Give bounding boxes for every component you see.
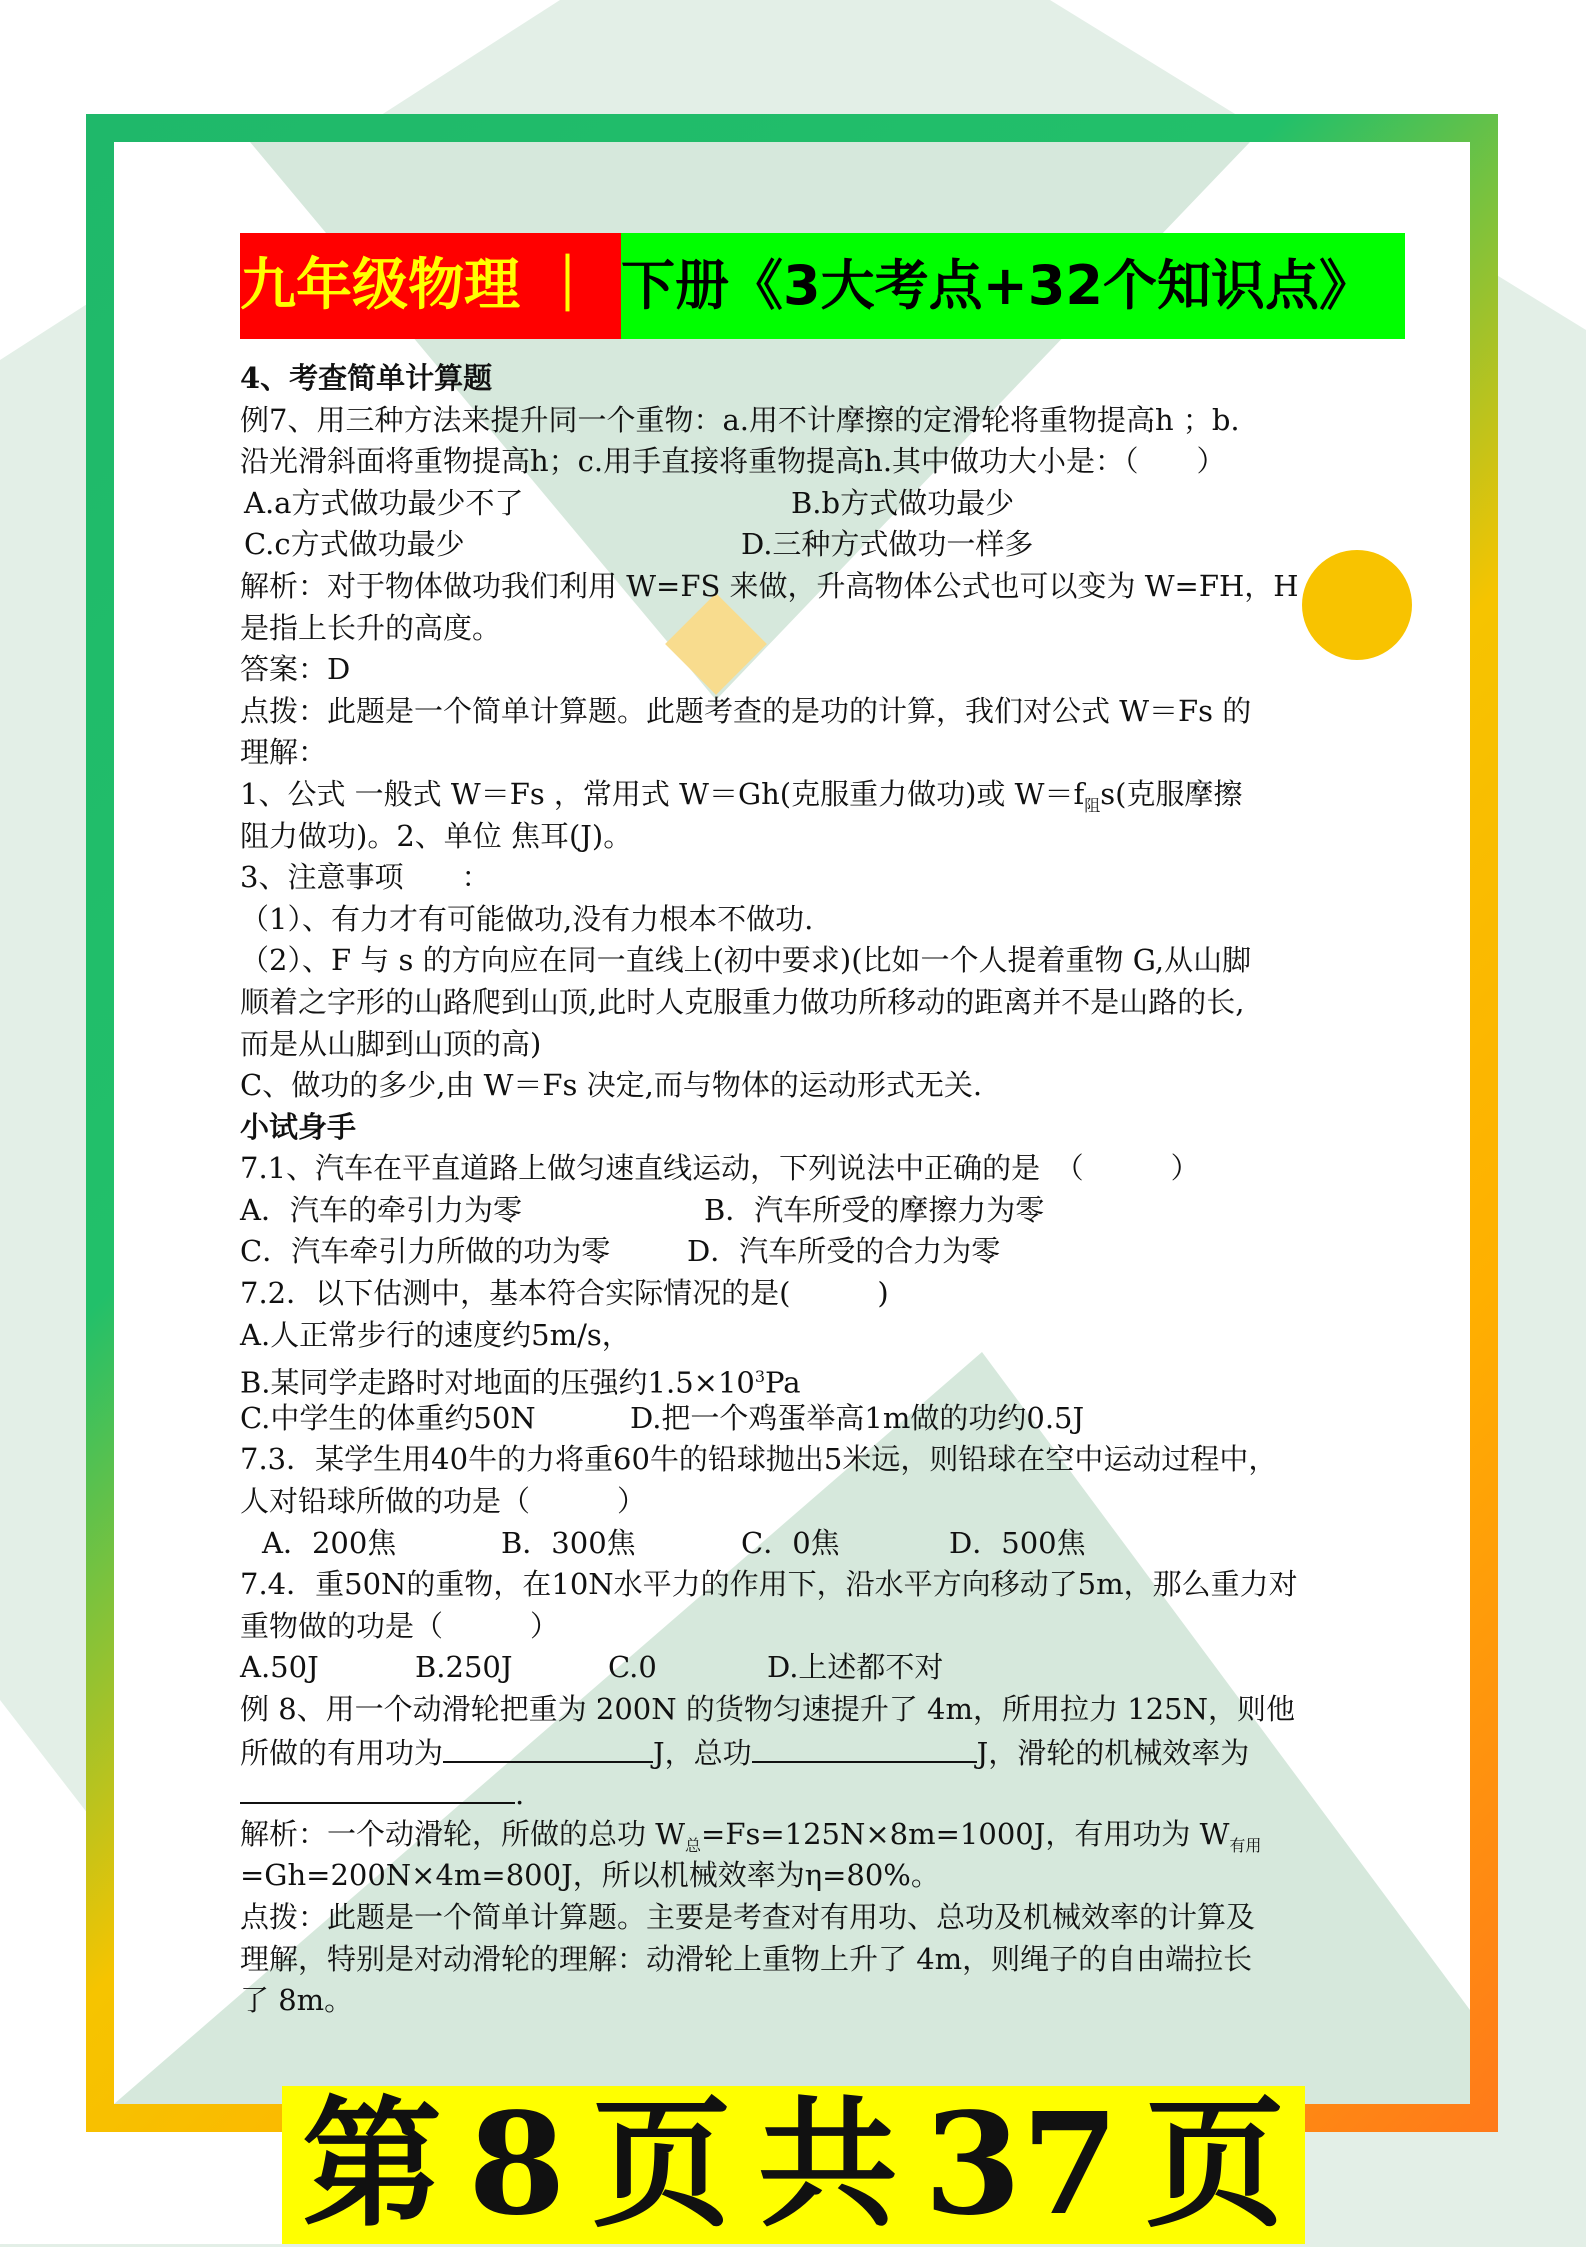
text-line: （2）、F 与 s 的方向应在同一直线上(初中要求)(比如一个人提着重物 G,从山脚	[240, 943, 1252, 978]
option-b-text: B.某同学走路时对地面的压强约1.5×10	[240, 1365, 755, 1400]
footer-word: 第	[302, 2083, 443, 2247]
text-line: 例7、用三种方法来提升同一个重物：a.用不计摩擦的定滑轮将重物提高h ；b.	[240, 402, 1240, 437]
options-line	[240, 483, 1360, 525]
text-line	[240, 1814, 1360, 1856]
superscript: 3	[754, 1367, 766, 1387]
text-line	[240, 1772, 1360, 1814]
text-segment: 所做的有用功为	[240, 1735, 444, 1770]
current-page: 8	[468, 2083, 566, 2247]
text-segment: J，滑轮的机械效率为	[976, 1735, 1250, 1770]
answer-blank	[752, 1731, 977, 1763]
formula-text-end: s(克服摩擦	[1100, 776, 1243, 811]
option-a: A.人正常步行的速度约5m/s，	[240, 1317, 631, 1352]
option-d: D．汽车所受的合力为零	[687, 1234, 1001, 1269]
options-line	[240, 1647, 1360, 1689]
text-line: 是指上长升的高度。	[240, 610, 502, 645]
option-c: C.c方式做功最少	[244, 527, 465, 562]
question-7-1: 7.1、汽车在平直道路上做匀速直线运动，下列说法中正确的是 （ ）	[240, 1151, 1200, 1186]
option-d: D.上述都不对	[767, 1650, 944, 1685]
text-line	[240, 1731, 1360, 1773]
answer-line: 答案：D	[240, 652, 351, 687]
options-line	[240, 1523, 1360, 1565]
text-line: （1）、有力才有可能做功,没有力根本不做功.	[240, 901, 814, 936]
option-b	[240, 1356, 1360, 1398]
text-line: 重物做的功是（ ）	[240, 1608, 560, 1643]
option-b-unit: Pa	[765, 1365, 801, 1400]
footer-word: 页	[591, 2083, 732, 2247]
example-8: 例 8、用一个动滑轮把重为 200N 的货物匀速提升了 4m，所用拉力 125N，则他	[240, 1692, 1295, 1726]
text-line: 了 8m。	[240, 1983, 354, 2018]
option-a: A．汽车的牵引力为零	[240, 1192, 522, 1227]
option-b: B.b方式做功最少	[791, 485, 1015, 520]
options-line	[240, 1398, 1360, 1440]
text-line: 3、注意事项 ：	[240, 860, 491, 895]
options-line	[240, 1231, 1360, 1273]
option-a: A.a方式做功最少不了	[244, 485, 524, 520]
option-a: A.50J	[240, 1650, 319, 1685]
option-c: C.中学生的体重约50N	[240, 1400, 536, 1435]
text-segment: .	[515, 1777, 525, 1812]
subscript: 总	[685, 1835, 702, 1855]
text-segment: =Fs=125N×8m=1000J，有用功为 W	[701, 1816, 1230, 1851]
options-line	[240, 524, 1360, 566]
formula-text: 1、公式 一般式 W＝Fs ，常用式 W＝Gh(克服重力做功)或 W＝f	[240, 776, 1085, 811]
options-line	[240, 1190, 1360, 1232]
text-line: 顺着之字形的山路爬到山顶,此时人克服重力做功所移动的距离并不是山路的长,	[240, 984, 1245, 1019]
text-segment: J，总功	[653, 1735, 752, 1770]
text-line: 理解：	[240, 735, 328, 770]
text-line: 沿光滑斜面将重物提高h；c.用手直接将重物提高h.其中做功大小是：（ ）	[240, 444, 1226, 479]
footer-word: 共	[757, 2083, 898, 2247]
option-d: D.把一个鸡蛋举高1m做的功约0.5J	[630, 1400, 1085, 1435]
text-line: 点拨：此题是一个简单计算题。此题考查的是功的计算，我们对公式 W＝Fs 的	[240, 693, 1252, 728]
option-d: D.三种方式做功一样多	[741, 527, 1034, 562]
option-d: D．500焦	[949, 1525, 1086, 1560]
section-heading: 4、考查简单计算题	[240, 361, 493, 395]
text-segment: 解析：一个动滑轮，所做的总功 W	[240, 1816, 686, 1851]
text-line: C、做功的多少,由 W＝Fs 决定,而与物体的运动形式无关.	[240, 1068, 983, 1103]
answer-blank	[443, 1731, 653, 1763]
subscript: 阻	[1084, 795, 1101, 815]
option-a: A．200焦	[262, 1525, 397, 1560]
banner-grade-label: 九年级物理 ｜	[240, 233, 621, 339]
text-line	[240, 774, 1360, 816]
total-pages: 37	[923, 2083, 1119, 2247]
question-7-2: 7.2．以下估测中，基本符合实际情况的是( )	[240, 1276, 889, 1311]
option-b: B．汽车所受的摩擦力为零	[704, 1192, 1045, 1227]
text-line: 人对铅球所做的功是（ ）	[240, 1484, 647, 1519]
text-line: 解析：对于物体做功我们利用 W=FS 来做，升高物体公式也可以变为 W=FH，H	[240, 568, 1299, 603]
subscript: 有用	[1229, 1835, 1262, 1855]
option-c: C.0	[608, 1650, 657, 1685]
section-heading: 小试身手	[240, 1109, 357, 1144]
title-banner	[240, 233, 1405, 339]
document-body	[240, 358, 1360, 2022]
text-line: 点拨：此题是一个简单计算题。主要是考查对有用功、总功及机械效率的计算及	[240, 1899, 1256, 1934]
option-b: B．300焦	[501, 1525, 636, 1560]
banner-subtitle: 下册《3大考点+32个知识点》	[621, 233, 1405, 339]
text-line: 阻力做功)。2、单位 焦耳(J)。	[240, 818, 633, 853]
text-line: 而是从山脚到山顶的高)	[240, 1026, 542, 1061]
text-line: 理解，特别是对动滑轮的理解：动滑轮上重物上升了 4m，则绳子的自由端拉长	[240, 1941, 1253, 1976]
option-b: B.250J	[415, 1650, 513, 1685]
answer-blank	[240, 1772, 515, 1804]
question-7-4: 7.4．重50N的重物，在10N水平力的作用下，沿水平方向移动了5m，那么重力对	[240, 1567, 1298, 1602]
question-7-3: 7.3．某学生用40牛的力将重60牛的铅球抛出5米远，则铅球在空中运动过程中，	[240, 1442, 1278, 1477]
footer-word: 页	[1144, 2083, 1285, 2247]
page-number-footer	[282, 2083, 1305, 2247]
option-c: C．0焦	[741, 1525, 840, 1560]
text-line: =Gh=200N×4m=800J，所以机械效率为η=80%。	[240, 1858, 940, 1893]
option-c: C．汽车牵引力所做的功为零	[240, 1234, 611, 1269]
